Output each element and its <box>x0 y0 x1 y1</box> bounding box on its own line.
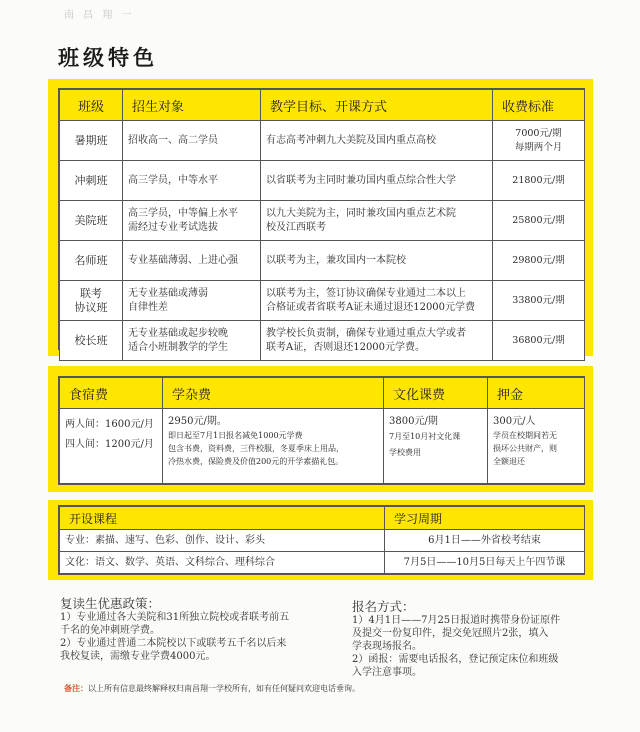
table-row <box>60 121 585 161</box>
lodging-cell: 两人间：1600元/月 四人间：1200元/月 <box>60 409 163 484</box>
class-fee: 7000元/期 每期两个月 <box>493 121 585 161</box>
policy-line: 1）专业通过各大美院和31所独立院校或者联考前五 <box>60 612 290 623</box>
class-goal: 以联考为主，兼攻国内一本院校 <box>261 241 493 281</box>
footnote-label: 备注： <box>64 684 88 693</box>
policy-line: 2）专业通过普通二本院校以下或联考五千名以后来 <box>60 638 287 649</box>
class-fee: 25800元/期 <box>493 201 585 241</box>
class-target: 无专业基础或起步较晚 适合小班制教学的学生 <box>123 321 261 361</box>
period-cell: 6月1日——外省校考结束 <box>385 530 585 552</box>
header-deposit: 押金 <box>488 378 585 409</box>
header-fee: 收费标准 <box>493 90 585 121</box>
class-goal: 以省联考为主同时兼功国内重点综合性大学 <box>261 161 493 201</box>
class-table <box>58 88 585 353</box>
header-misc: 学杂费 <box>163 378 384 409</box>
course-cell: 专业：素描、速写、色彩、创作、设计、彩头 <box>60 530 385 552</box>
period-cell: 7月5日——10月5日每天上午四节课 <box>385 552 585 574</box>
class-name: 名师班 <box>60 241 123 281</box>
header-goal: 教学目标、开课方式 <box>261 90 493 121</box>
courses-table <box>58 505 585 575</box>
table-row <box>60 201 585 241</box>
class-fee: 33800元/期 <box>493 281 585 321</box>
policy-line: 千名的免冲刺班学费。 <box>60 625 160 636</box>
class-fee: 21800元/期 <box>493 161 585 201</box>
table-row <box>60 241 585 281</box>
enroll-title: 报名方式： <box>352 599 415 614</box>
table-row <box>60 161 585 201</box>
header-courses: 开设课程 <box>60 507 385 530</box>
header-culture: 文化课费 <box>384 378 488 409</box>
watermark: 南 昌 翔 一 <box>64 10 135 21</box>
class-name: 冲刺班 <box>60 161 123 201</box>
enroll-line: 入学注意事项。 <box>352 667 422 678</box>
class-fee: 36800元/期 <box>493 321 585 361</box>
class-name: 美院班 <box>60 201 123 241</box>
class-target: 高三学员，中等偏上水平 需经过专业考试选拔 <box>123 201 261 241</box>
enroll-line: 及提交一份复印件，提交免冠照片2张，填入 <box>352 628 549 639</box>
class-target: 招收高一、高二学员 <box>123 121 261 161</box>
policy-title: 复读生优惠政策： <box>60 596 161 611</box>
footnote-text: 以上所有信息最终解释权归南昌翔一学校所有，如有任何疑问欢迎电话垂询。 <box>88 684 360 693</box>
table-row <box>60 321 585 361</box>
class-goal: 教学校长负责制，确保专业通过重点大学或者 联考A证，否则退还12000元学费。 <box>261 321 493 361</box>
class-goal: 有志高考冲刺九大美院及国内重点高校 <box>261 121 493 161</box>
table-row <box>60 552 585 574</box>
header-period: 学习周期 <box>385 507 585 530</box>
course-cell: 文化：语文、数学、英语、文科综合、理科综合 <box>60 552 385 574</box>
class-fee: 29800元/期 <box>493 241 585 281</box>
page-title: 班级特色 <box>58 46 158 70</box>
footnote <box>64 683 360 694</box>
table-row <box>60 530 585 552</box>
table-row <box>60 281 585 321</box>
header-target: 招生对象 <box>123 90 261 121</box>
table-row <box>60 409 585 484</box>
class-target: 无专业基础或薄弱 自律性差 <box>123 281 261 321</box>
enroll-line: 1）4月1日——7月25日报道时携带身份证原件 <box>352 615 561 626</box>
class-target: 高三学员，中等水平 <box>123 161 261 201</box>
class-name: 联考 协议班 <box>60 281 123 321</box>
deposit-cell: 300元/人 学员在校期间若无 损坏公共财产，则 全额退还 <box>488 409 585 484</box>
class-goal: 以九大美院为主，同时兼攻国内重点艺术院 校及江西联考 <box>261 201 493 241</box>
class-goal: 以联考为主，签订协议确保专业通过二本以上 合格证或者省联考A证未通过退还12000元学费 <box>261 281 493 321</box>
enroll-line: 2）函报：需要电话报名，登记预定床位和班级 <box>352 654 559 665</box>
enroll-line: 学表现场报名。 <box>352 641 422 652</box>
misc-cell: 2950元/期。 即日起至7月1日报名减免1000元学费 包含书费，资料费，三件校服，冬夏季床上用品， 冷热水费，保险费及价值200元的开学素描礼包。 <box>163 409 384 484</box>
class-name: 校长班 <box>60 321 123 361</box>
culture-cell: 3800元/期 7月至10月衬文化课 学校费用 <box>384 409 488 484</box>
header-lodging: 食宿费 <box>60 378 163 409</box>
class-target: 专业基础薄弱、上进心强 <box>123 241 261 281</box>
policy-line: 我校复读，需缴专业学费4000元。 <box>60 651 216 662</box>
header-class: 班级 <box>60 90 123 121</box>
fees-table <box>58 376 585 485</box>
class-name: 暑期班 <box>60 121 123 161</box>
